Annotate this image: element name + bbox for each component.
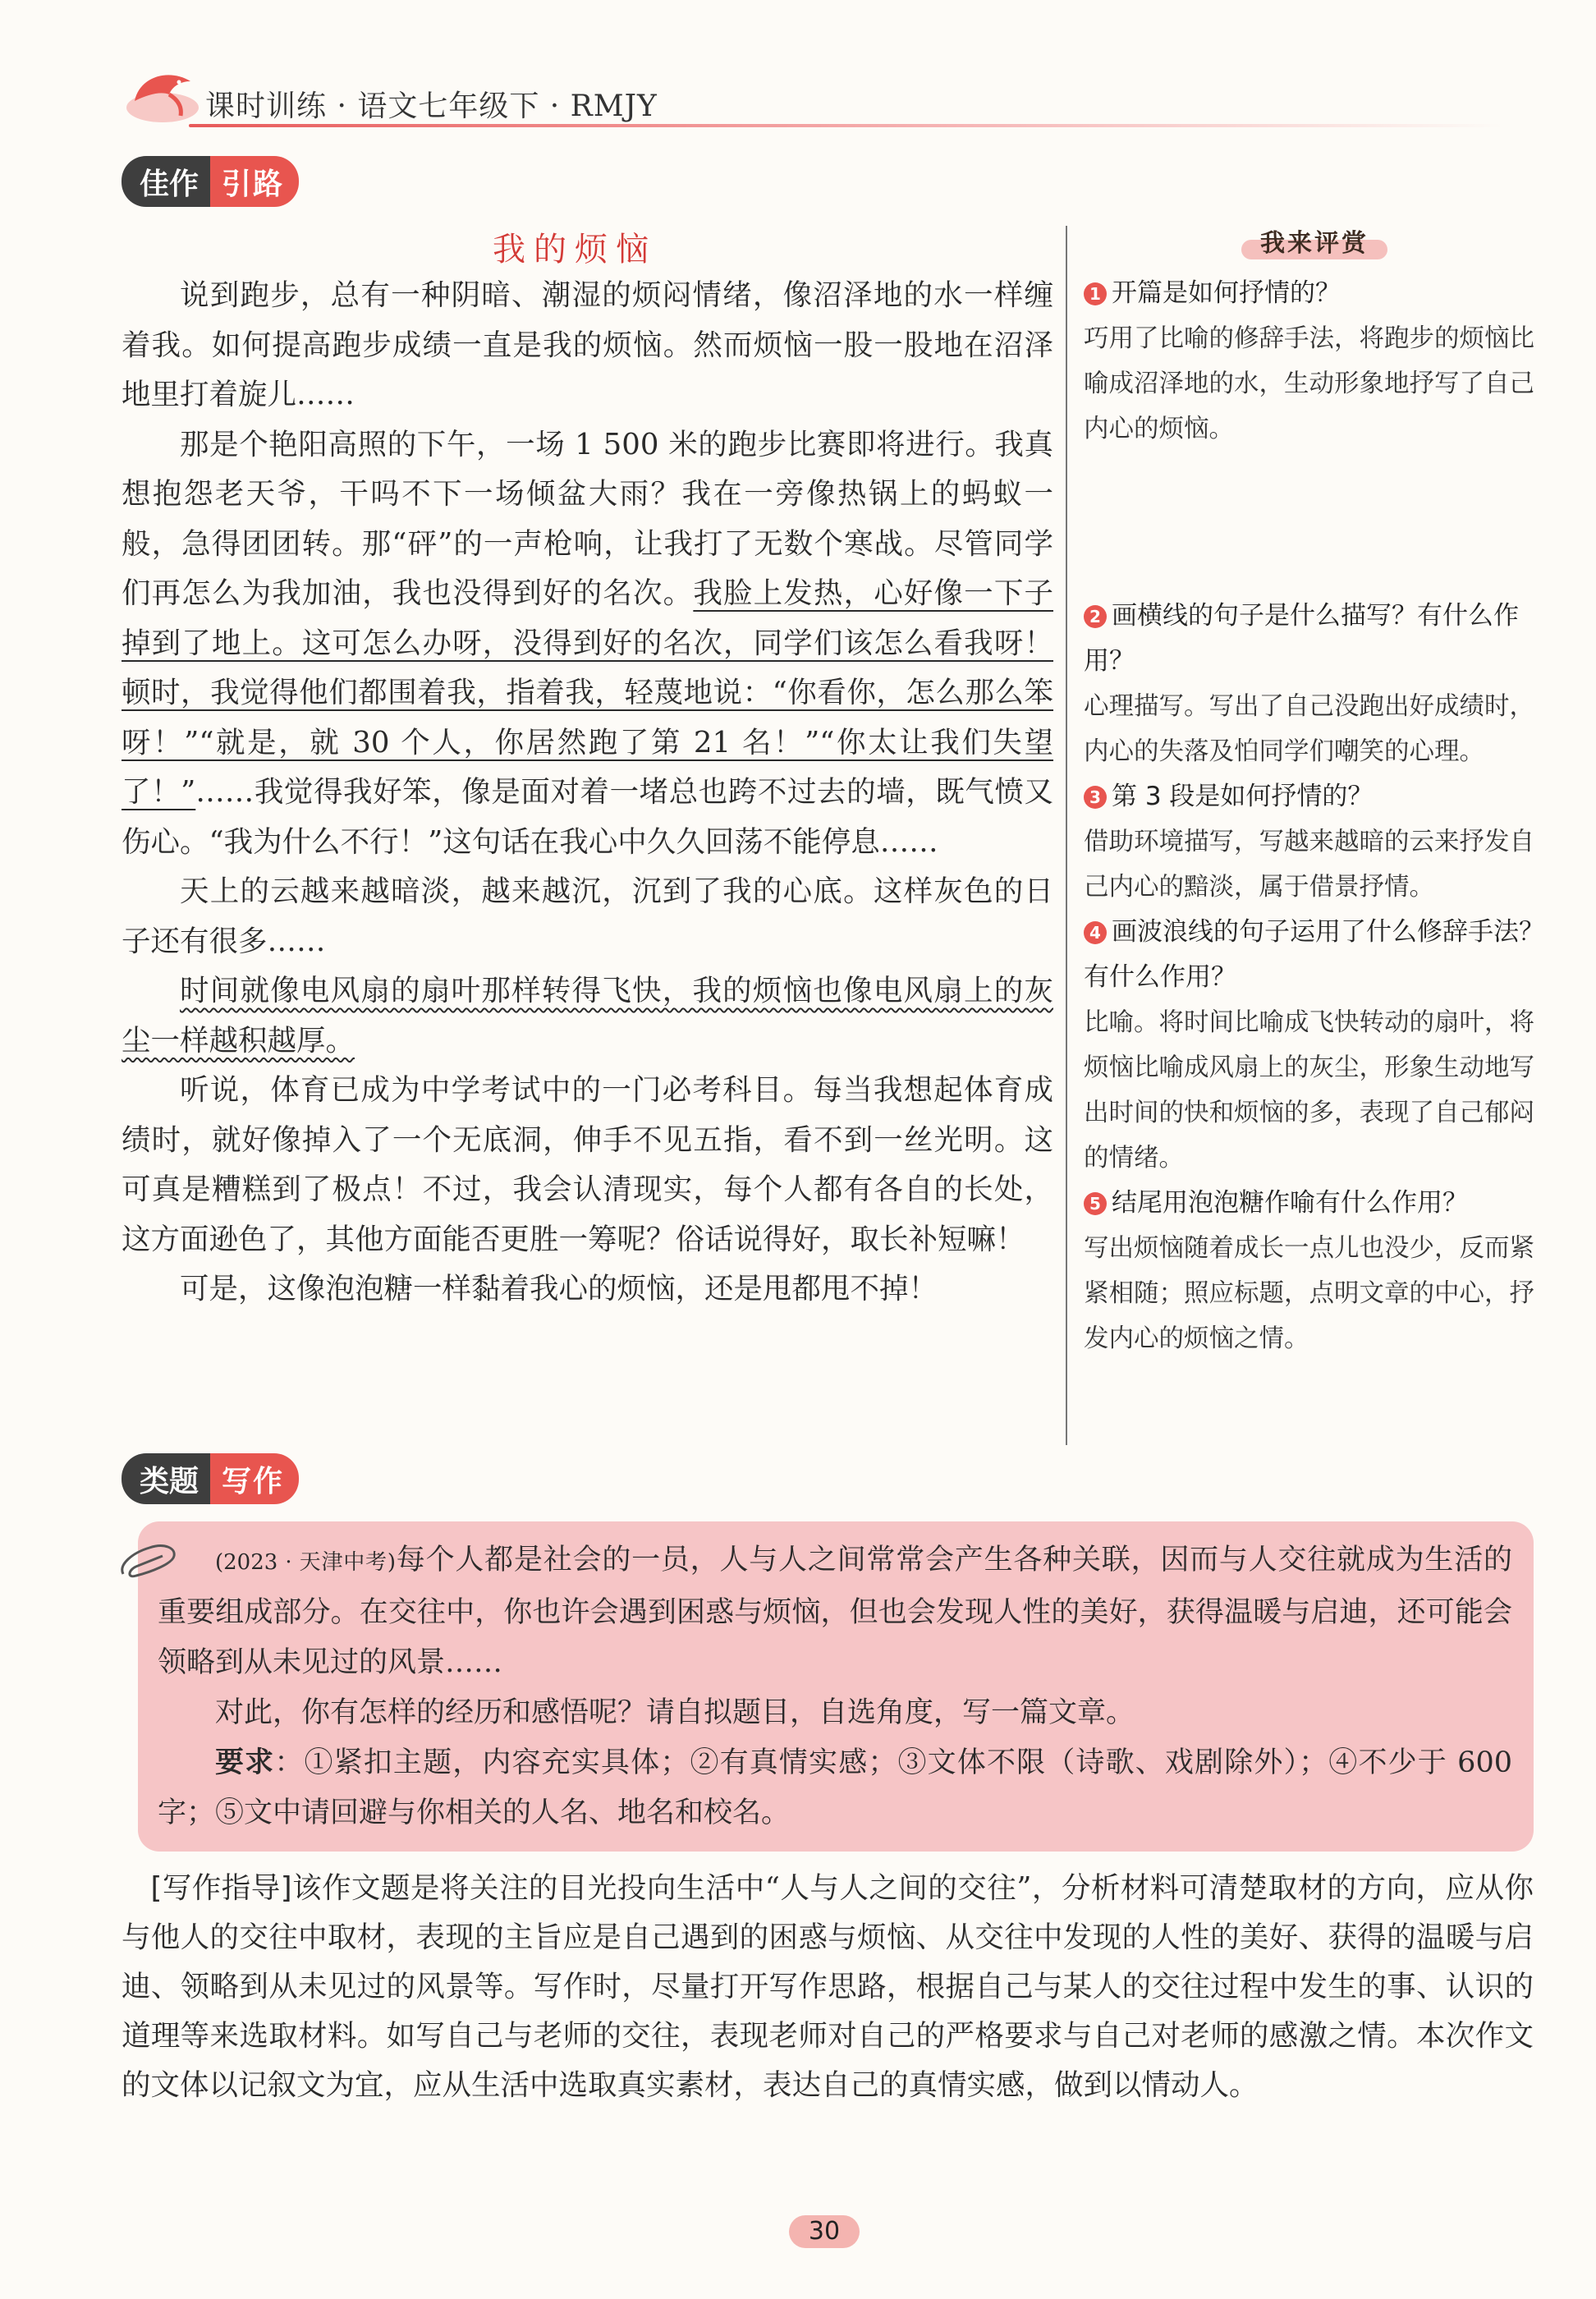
writing-guidance [122, 1864, 1534, 2110]
comment-answer-5: 写出烦恼随着成长一点儿也没少，反而紧紧相随；照应标题，点明文章的中心，抒发内心的烦恼之情。 [1084, 1234, 1534, 1353]
section-tag-similar-writing [122, 1453, 299, 1504]
comment-question-2: 2 画横线的句子是什么描写？有什么作用？ [1084, 601, 1519, 676]
comment-heading [1238, 222, 1391, 266]
prompt-source: (2023 · 天津中考) [215, 1550, 396, 1575]
dolphin-logo-icon [123, 62, 202, 131]
essay-paragraph-6: 可是，这像泡泡糖一样黏着我心的烦恼，还是甩都甩不掉！ [180, 1272, 938, 1306]
prompt-requirements: 要求：①紧扣主题，内容充实具体；②有真情实感；③文体不限（诗歌、戏剧除外）；④不少于 600 字；⑤文中请回避与你相关的人名、地名和校名。 [158, 1746, 1512, 1829]
essay-paragraph-4 [122, 966, 1053, 1066]
header-rule [189, 124, 1502, 127]
comment-heading-label: 我来评赏 [1260, 229, 1369, 258]
number-badge: 1 [1084, 282, 1107, 305]
section-tag-featured-essay [122, 156, 299, 207]
essay-paragraph-2 [122, 420, 1053, 868]
comment-answer-1: 巧用了比喻的修辞手法，将跑步的烦恼比喻成沼泽地的水，生动形象地抒写了自己内心的烦恼。 [1084, 324, 1534, 443]
number-badge: 5 [1084, 1192, 1107, 1215]
section-tag-dark: 类题 [122, 1453, 210, 1504]
section-tag-red: 引路 [210, 156, 299, 207]
section-tag-dark: 佳作 [122, 156, 210, 207]
number-badge: 3 [1084, 786, 1107, 809]
essay-title: 我的烦恼 [493, 231, 657, 268]
essay-paragraph-5: 听说，体育已成为中学考试中的一门必考科目。每当我想起体育成绩时，就好像掉入了一个无底洞，伸手不见五指，看不到一丝光明。这可真是糟糕到了极点！不过，我会认清现实，每个人都有各自的长处，这方面逊色了，其他方面能否更胜一筹呢？俗话说得好，取长补短嘛！ [122, 1073, 1053, 1256]
comment-answer-2: 心理描写。写出了自己没跑出好成绩时，内心的失落及怕同学们嘲笑的心理。 [1084, 692, 1534, 766]
comment-question-4: 4 画波浪线的句子运用了什么修辞手法？有什么作用？ [1084, 917, 1544, 992]
comment-answer-3: 借助环境描写，写越来越暗的云来抒发自己内心的黯淡，属于借景抒情。 [1084, 828, 1534, 902]
wavy-underlined-sentence: 时间就像电风扇的扇叶那样转得飞快，我的烦恼也像电风扇上的灰尘一样越积越厚。 [122, 974, 1053, 1058]
comment-list [1084, 271, 1548, 1361]
writing-prompt [158, 1535, 1512, 1838]
requirements-label: 要求 [215, 1746, 275, 1779]
essay-paragraph-3: 天上的云越来越暗淡，越来越沉，沉到了我的心底。这样灰色的日子还有很多…… [122, 874, 1053, 958]
essay-paragraph-1: 说到跑步，总有一种阴暗、潮湿的烦闷情绪，像沼泽地的水一样缠着我。如何提高跑步成绩一直是我的烦恼。然而烦恼一股一股地在沼泽地里打着旋儿…… [122, 278, 1053, 411]
essay-paragraph-2-start: 那是个艳阳高照的下午，一场 1 500 米的跑步比赛即将进行。我真想抱怨老天爷，干吗不下一场倾盆大雨？我在一旁像热锅上的蚂蚁一般，急得团团转。那“砰”的一声枪响，让我打了无数个寒战。尽管同学们再怎么为我加油，我也没得到好的名次。 [122, 427, 1053, 610]
number-badge: 2 [1084, 605, 1107, 628]
page-header [123, 78, 1511, 127]
section-tag-red: 写作 [210, 1453, 299, 1504]
number-badge: 4 [1084, 921, 1107, 944]
page-number: 30 [789, 2215, 860, 2248]
comment-answer-4: 比喻。将时间比喻成飞快转动的扇叶，将烦恼比喻成风扇上的灰尘，形象生动地写出时间的快和烦恼的多，表现了自己郁闷的情绪。 [1084, 1008, 1534, 1172]
prompt-paragraph-2: 对此，你有怎样的经历和感悟呢？请自拟题目，自选角度，写一篇文章。 [215, 1696, 1135, 1729]
comment-question-1: 1 开篇是如何抒情的？ [1084, 271, 1548, 316]
comment-question-3: 3 第 3 段是如何抒情的？ [1084, 774, 1548, 819]
prompt-paragraph-1: (2023 · 天津中考)每个人都是社会的一员，人与人之间常常会产生各种关联，因而与人交往就成为生活的重要组成部分。在交往中，你也许会遇到困惑与烦恼，但也会发现人性的美好，获得温暖与启迪，还可能会领略到从未见过的风景…… [158, 1544, 1513, 1679]
guidance-label: [写作指导] [150, 1871, 292, 1905]
essay-paragraph-2-end: ……我觉得我好笨，像是面对着一堵总也跨不过去的墙，既气愤又伤心。“我为什么不行！”这句话在我心中久久回荡不能停息…… [122, 775, 1053, 859]
header-title: 课时训练 · 语文七年级下 · RMJY [205, 89, 658, 123]
column-divider [1066, 226, 1067, 1445]
guidance-paragraph: [写作指导]该作文题是将关注的目光投向生活中“人与人之间的交往”，分析材料可清楚取材的方向，应从你与他人的交往中取材，表现的主旨应是自己遇到的困惑与烦恼、从交往中发现的人性的美好、获得的温暖与启迪、领略到从未见过的风景等。写作时，尽量打开写作思路，根据自己与某人的交往过程中发生的事、认识的道理等来选取材料。如写自己与老师的交往，表现老师对自己的严格要求与自己对老师的感激之情。本次作文的文体以记叙文为宜，应从生活中选取真实素材，表达自己的真情实感，做到以情动人。 [122, 1871, 1534, 2102]
comment-question-5: 5 结尾用泡泡糖作喻有什么作用？ [1084, 1181, 1548, 1226]
underlined-sentence: 我脸上发热，心好像一下子掉到了地上。这可怎么办呀，没得到好的名次，同学们该怎么看我呀！顿时，我觉得他们都围着我，指着我，轻蔑地说：“你看你，怎么那么笨呀！”“就是，就 30 个人，你居然跑了第 21 名！”“你太让我们失望了！” [122, 576, 1053, 809]
essay-body [122, 271, 1053, 1315]
